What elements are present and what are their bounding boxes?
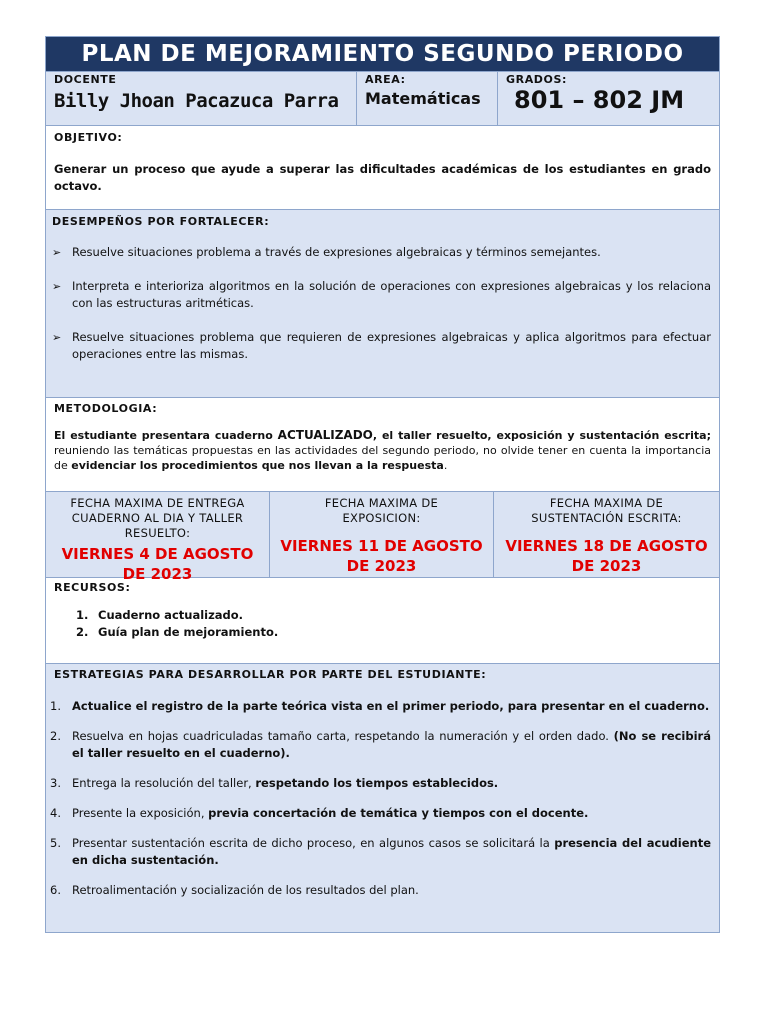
estrategias-section (46, 663, 719, 932)
estrategia-item: 4. Presente la exposición, previa concertación de temática y tiempos con el docente. (50, 806, 589, 820)
estrategia-item: 3. Entrega la resolución del taller, respetando los tiempos establecidos. (50, 776, 499, 790)
area-value: Matemáticas (365, 89, 481, 108)
deadline-label: FECHA MAXIMA DE ENTREGA CUADERNO AL DIA Y TALLER RESUELTO: (70, 496, 245, 540)
grados-label: GRADOS: (506, 73, 568, 86)
objetivo-label: OBJETIVO: (54, 131, 123, 144)
desempenos-section (46, 209, 719, 397)
docente-label: DOCENTE (54, 73, 117, 86)
docente-cell (46, 72, 357, 125)
objetivo-section (46, 125, 719, 209)
grados-cell (498, 72, 719, 125)
area-label: AREA: (365, 73, 406, 86)
deadline-sustentacion-cell (494, 492, 719, 577)
deadline-date: VIERNES 18 DE AGOSTO DE 2023 (505, 537, 708, 575)
objetivo-text: Generar un proceso que ayude a superar las dificultades académicas de los estudiantes en grado octavo. (54, 162, 711, 193)
desempenos-label: DESEMPEÑOS POR FORTALECER: (52, 215, 270, 228)
deadline-date: VIERNES 11 DE AGOSTO DE 2023 (280, 537, 483, 575)
desempeno-text: Interpreta e interioriza algoritmos en la solución de operaciones con expresiones algebraicas y los relaciona con las estructuras aritméticas. (72, 279, 711, 310)
recurso-item: 1. Cuaderno actualizado. (76, 608, 244, 622)
metodologia-text: El estudiante presentara cuaderno ACTUALIZADO, el taller resuelto, exposición y sustentación escrita; reuniendo las temáticas propuestas en las actividades del segundo periodo, no olvide tener en cuenta la importancia de evidenciar los procedimientos que nos llevan a la respuesta. (54, 428, 711, 472)
recursos-label: RECURSOS: (54, 581, 131, 594)
desempeno-text: Resuelve situaciones problema que requieren de expresiones algebraicas y aplica algoritmos para efectuar operaciones entre las mismas. (72, 330, 711, 361)
header-info-row (46, 71, 719, 125)
area-cell (357, 72, 498, 125)
metodologia-section (46, 397, 719, 491)
estrategia-item: 6. Retroalimentación y socialización de los resultados del plan. (50, 883, 419, 897)
arrow-bullet-icon: ➢ (52, 246, 62, 259)
arrow-bullet-icon: ➢ (52, 331, 62, 344)
docente-name: Billy Jhoan Pacazuca Parra (54, 90, 339, 112)
desempeno-text: Resuelve situaciones problema a través de expresiones algebraicas y términos semejantes. (72, 245, 601, 259)
recurso-item: 2. Guía plan de mejoramiento. (76, 625, 279, 639)
desempeno-item (52, 278, 711, 312)
metodologia-label: METODOLOGIA: (54, 402, 158, 415)
desempeno-item (52, 244, 711, 261)
estrategia-item: 1. Actualice el registro de la parte teórica vista en el primer periodo, para presentar en el cuaderno. (50, 699, 710, 713)
page-title: PLAN DE MEJORAMIENTO SEGUNDO PERIODO (46, 37, 719, 71)
deadline-label: FECHA MAXIMA DE EXPOSICION: (324, 496, 439, 525)
grados-value: 801 – 802 JM (514, 86, 685, 114)
estrategia-item: 2. Resuelva en hojas cuadriculadas tamaño carta, respetando la numeración y el orden dado. (No se recibirá el taller resuelto en el cuaderno). (50, 729, 711, 760)
deadline-date: VIERNES 4 DE AGOSTO DE 2023 (61, 545, 254, 583)
improvement-plan-sheet (45, 36, 720, 933)
estrategia-item: 5. Presentar sustentación escrita de dicho proceso, en algunos casos se solicitará la presencia del acudiente en dicha sustentación. (50, 836, 711, 867)
deadline-cuaderno-cell (46, 492, 270, 583)
deadlines-row (46, 491, 719, 583)
arrow-bullet-icon: ➢ (52, 280, 62, 293)
deadline-exposicion-cell (270, 492, 494, 577)
deadline-label: FECHA MAXIMA DE SUSTENTACIÓN ESCRITA: (531, 496, 682, 525)
desempeno-item (52, 329, 711, 363)
estrategias-label: ESTRATEGIAS PARA DESARROLLAR POR PARTE DEL ESTUDIANTE: (54, 668, 487, 681)
recursos-section (46, 577, 719, 663)
